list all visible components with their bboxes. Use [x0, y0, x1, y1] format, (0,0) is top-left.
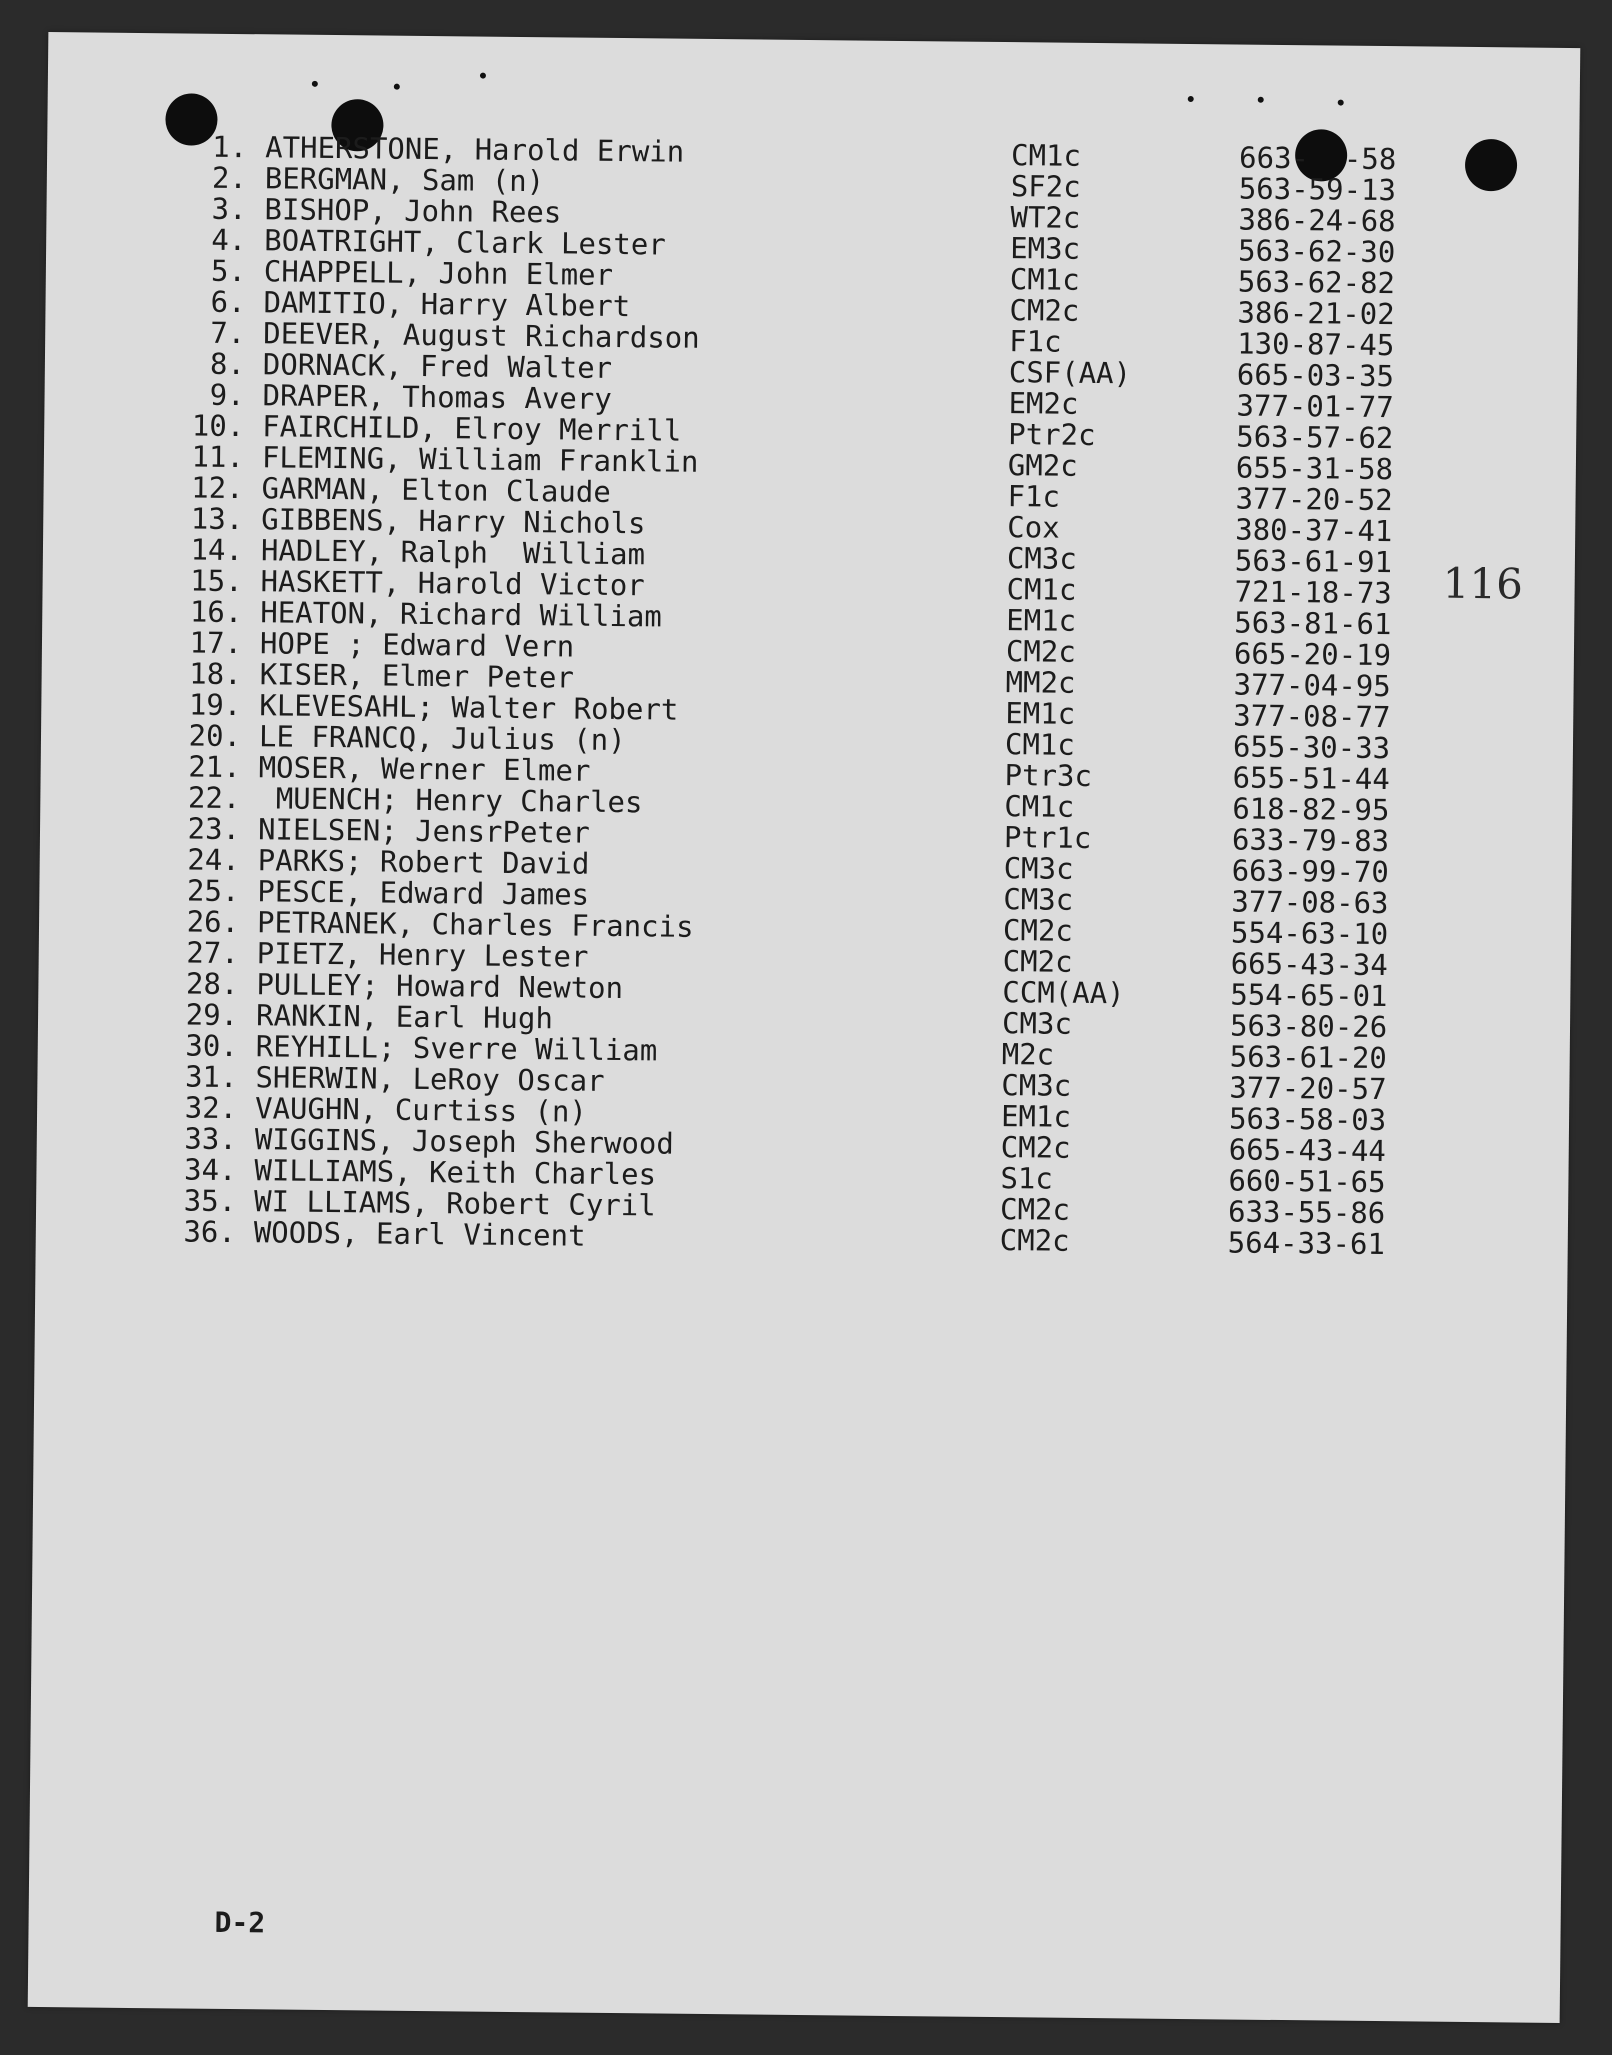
roster-number: 31. [184, 1059, 238, 1095]
roster-rate: SF2c [1010, 169, 1081, 204]
roster-name: WOODS, Earl Vincent [253, 1215, 586, 1253]
roster-service-number: 563-61-91 [1234, 543, 1393, 580]
roster-number: 5. [210, 253, 247, 289]
roster-rate: Cox [1007, 510, 1060, 545]
roster-number: 4. [211, 222, 247, 258]
roster-service-number: 563-61-20 [1229, 1039, 1388, 1076]
roster-name: ATHERSTONE, Harold Erwin [265, 130, 685, 169]
roster-name: WIGGINS, Joseph Sherwood [254, 1122, 674, 1161]
roster-name: FLEMING, William Franklin [261, 440, 699, 479]
roster-number: 9. [209, 377, 245, 413]
roster-name: DEEVER, August Richardson [263, 316, 700, 355]
roster-number: 21. [188, 749, 241, 785]
roster-rate: F1c [1009, 324, 1062, 359]
roster-number: 36. [183, 1214, 237, 1250]
roster-rate: CM1c [1009, 262, 1080, 297]
roster-service-number: 380-37-41 [1235, 512, 1393, 549]
roster-rate: Ptr1c [1003, 820, 1092, 855]
roster-service-number: 655-51-44 [1232, 760, 1390, 797]
roster-service-number: 660-51-65 [1228, 1163, 1386, 1200]
roster-name: GIBBENS, Harry Nichols [261, 502, 646, 541]
roster-rate: GM2c [1007, 448, 1078, 483]
roster-name: DAMITIO, Harry Albert [263, 285, 631, 324]
roster-service-number: 563-62-30 [1237, 233, 1396, 270]
roster-name: BOATRIGHT, Clark Lester [264, 223, 666, 262]
roster-name: SHERWIN, LeRoy Oscar [255, 1060, 605, 1098]
roster-number: 30. [185, 1028, 238, 1064]
roster-name: HOPE ; Edward Vern [259, 626, 575, 664]
roster-number: 26. [186, 904, 240, 940]
roster-number: 2. [211, 160, 248, 196]
roster-rate: CM2c [1009, 293, 1080, 328]
roster-number: 6. [210, 284, 246, 320]
roster-rate: MM2c [1005, 665, 1076, 700]
roster-number: 11. [191, 439, 245, 475]
roster-service-number: 655-30-33 [1232, 729, 1391, 766]
roster-service-number: 663-99-70 [1231, 853, 1389, 890]
roster-service-number: 665-20-19 [1233, 636, 1392, 673]
roster-name: VAUGHN, Curtiss (n) [254, 1091, 588, 1129]
roster-name: PULLEY; Howard Newton [256, 967, 624, 1006]
roster-rate: EM1c [1005, 696, 1076, 731]
roster-name: KLEVESAHL; Walter Robert [259, 688, 679, 727]
roster-service-number: 554-63-10 [1230, 915, 1389, 952]
roster-rate: F1c [1007, 479, 1061, 514]
roster-rate: CM3c [1003, 851, 1074, 886]
roster-number: 25. [186, 873, 240, 909]
roster-name: WILLIAMS, Keith Charles [254, 1153, 657, 1192]
roster-rate: CM3c [1001, 1006, 1073, 1041]
roster-service-number: 377-20-52 [1235, 481, 1393, 518]
roster-name: MUENCH; Henry Charles [258, 781, 643, 820]
roster-service-number: 655-31-58 [1235, 450, 1394, 487]
roster-number: 29. [185, 997, 239, 1033]
roster-name: WI LLIAMS, Robert Cyril [253, 1184, 656, 1223]
roster-number: 20. [188, 718, 242, 754]
roster-name: NIELSEN; JensrPeter [257, 812, 590, 850]
roster-name: PESCE, Edward James [257, 874, 590, 912]
roster-rate: CCM(AA) [1002, 975, 1125, 1011]
roster-name: KISER, Elmer Peter [259, 657, 575, 695]
roster-number: 18. [189, 656, 242, 692]
roster-rate: EM2c [1008, 386, 1079, 421]
roster-rate: Ptr3c [1004, 758, 1093, 794]
roster-service-number: 554-65-01 [1230, 977, 1388, 1014]
roster-number: 12. [191, 470, 244, 506]
roster-service-number: 563-59-13 [1238, 171, 1397, 208]
roster-name: RANKIN, Earl Hugh [255, 998, 554, 1036]
roster-service-number: 377-08-63 [1231, 884, 1389, 921]
roster-service-number: 633-55-86 [1227, 1194, 1386, 1231]
roster-rate: CM2c [1000, 1130, 1071, 1165]
roster-name: BISHOP, John Rees [264, 192, 562, 230]
roster-name: BERGMAN, Sam (n) [264, 161, 545, 199]
roster-name: PIETZ, Henry Lester [256, 936, 589, 974]
roster-rate: CSF(AA) [1008, 355, 1132, 391]
roster-service-number: 377-04-95 [1233, 667, 1391, 704]
roster-number: 14. [190, 532, 244, 568]
roster-service-number: 563-57-62 [1236, 419, 1394, 456]
roster-service-number: 721-18-73 [1234, 574, 1392, 611]
roster-name: DORNACK, Fred Walter [262, 347, 613, 385]
roster-rate: EM1c [1006, 603, 1077, 638]
roster-name: FAIRCHILD, Elroy Merrill [262, 409, 682, 448]
roster-service-number: 563-58-03 [1228, 1101, 1387, 1138]
roster-rate: CM2c [999, 1223, 1070, 1258]
roster-rate: S1c [1000, 1161, 1053, 1196]
roster-service-number: 618-82-95 [1232, 791, 1390, 828]
roster-rate: CM2c [1005, 634, 1076, 669]
roster-rate: CM1c [1004, 727, 1075, 762]
roster-rate: CM2c [999, 1192, 1071, 1227]
roster-service-number: 563-80-26 [1229, 1008, 1388, 1045]
roster-name: MOSER, Werner Elmer [258, 750, 591, 788]
roster-rate: M2c [1001, 1037, 1055, 1072]
roster-number: 15. [190, 563, 243, 599]
roster-rate: Ptr2c [1008, 417, 1096, 453]
roster-number: 19. [188, 687, 242, 723]
roster-rate: CM1c [1004, 789, 1075, 824]
roster-number: 1. [212, 129, 248, 165]
roster-name: HEATON, Richard William [260, 595, 663, 634]
roster-rate: EM3c [1009, 231, 1081, 266]
roster-name: PARKS; Robert David [257, 843, 590, 881]
roster-name: CHAPPELL, John Elmer [263, 254, 614, 292]
roster-number: 35. [183, 1183, 237, 1219]
roster-number: 8. [209, 346, 246, 382]
roster-rate: CM1c [1010, 138, 1082, 173]
roster-number: 10. [191, 408, 245, 444]
roster-name: HASKETT, Harold Victor [260, 564, 645, 603]
paper-sheet [28, 32, 1581, 2023]
roster-rate: EM1c [1000, 1099, 1072, 1134]
roster-number: 17. [189, 625, 243, 661]
roster-service-number: 130-87-45 [1237, 326, 1395, 363]
roster-service-number: 665-03-35 [1236, 357, 1395, 394]
roster-number: 32. [184, 1090, 238, 1126]
roster-number: 3. [211, 191, 247, 227]
roster-service-number: 377-08-77 [1233, 698, 1391, 735]
roster-name: HADLEY, Ralph William [260, 533, 646, 572]
roster-rate: CM1c [1006, 572, 1077, 607]
roster-service-number: 563-81-61 [1234, 605, 1392, 642]
roster-rate: CM2c [1002, 913, 1074, 948]
roster-service-number: 665-43-44 [1228, 1132, 1387, 1169]
roster-number: 7. [210, 315, 246, 351]
roster-service-number: 563-62-82 [1237, 264, 1396, 301]
roster-number: 24. [187, 842, 240, 878]
page-number: 116 [1442, 558, 1524, 609]
roster-service-number: 663- -58 [1238, 140, 1397, 177]
roster-service-number: 377-20-57 [1229, 1070, 1387, 1107]
roster-service-number: 633-79-83 [1231, 822, 1390, 859]
roster-number: 16. [189, 594, 243, 630]
roster-number: 23. [187, 811, 241, 847]
roster-name: LE FRANCQ, Julius (n) [258, 719, 626, 758]
roster-rate: CM3c [1003, 882, 1074, 917]
roster-rate: WT2c [1010, 200, 1081, 235]
roster-list [28, 32, 1581, 2023]
roster-number: 34. [183, 1152, 237, 1188]
roster-number: 28. [185, 966, 239, 1002]
roster-service-number: 386-24-68 [1238, 202, 1396, 239]
document-code: D-2 [214, 1905, 266, 1940]
roster-name: DRAPER, Thomas Avery [262, 378, 612, 416]
roster-name: GARMAN, Elton Claude [261, 471, 611, 509]
roster-number: 13. [190, 501, 244, 537]
roster-number: 33. [184, 1121, 237, 1157]
roster-name: PETRANEK, Charles Francis [256, 905, 694, 944]
roster-name: REYHILL; Sverre William [255, 1029, 658, 1068]
roster-service-number: 564-33-61 [1227, 1225, 1386, 1262]
roster-rate: CM3c [1006, 541, 1077, 576]
roster-rate: CM2c [1002, 944, 1073, 979]
roster-rate: CM3c [1001, 1068, 1072, 1103]
roster-number: 22. [187, 780, 241, 816]
roster-service-number: 665-43-34 [1230, 946, 1389, 983]
roster-service-number: 377-01-77 [1236, 388, 1394, 425]
roster-number: 27. [186, 935, 239, 971]
roster-service-number: 386-21-02 [1237, 295, 1395, 332]
